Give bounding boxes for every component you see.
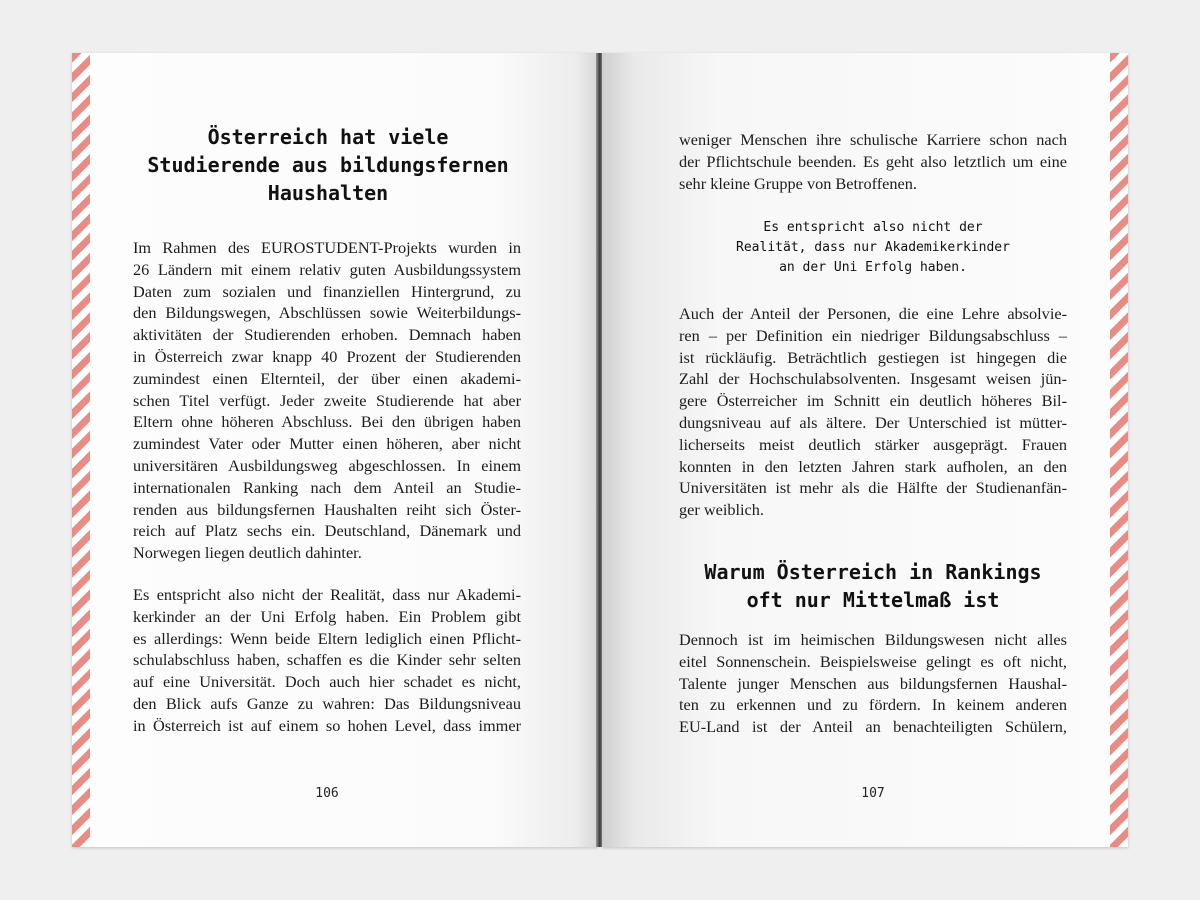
text-line: Universitäten ist mehr als die Hälfte der Studienanfän- xyxy=(679,478,1067,498)
text-line: schen Titel verfügt. Jeder zweite Studierende hat aber xyxy=(133,390,521,410)
text-line: in Österreich zwar knapp 40 Prozent der Studierenden xyxy=(133,346,521,366)
text-line: zumindest Vater oder Mutter einen höheren, aber nicht xyxy=(133,434,521,454)
text-line: konnten in den letzten Jahren stark aufholen, an den xyxy=(679,456,1067,476)
text-line: Norwegen liegen deutlich dahinter. xyxy=(133,543,362,563)
text-line: auf eine Universität. Doch auch hier schadet es nicht, xyxy=(133,672,521,692)
text-line: ist rückläufig. Beträchtlich gestiegen ist hingegen die xyxy=(679,347,1067,367)
text-line: kerkinder an der Uni Erfolg haben. Ein Problem gibt xyxy=(133,606,521,626)
text-line: in Österreich ist auf einem so hohen Level, dass immer xyxy=(133,715,521,735)
heading-line: Warum Österreich in Rankings xyxy=(704,560,1042,584)
text-line: 26 Ländern mit einem relativ guten Ausbildungssystem xyxy=(133,259,521,279)
text-line: licherseits meist deutlich stärker ausgeprägt. Frauen xyxy=(679,434,1067,454)
page-number: 106 xyxy=(315,786,339,801)
quote-line: Es entspricht also nicht der xyxy=(763,220,983,235)
text-line: renden aus bildungsfernen Haushalten reiht sich Öster- xyxy=(133,499,521,519)
right-page xyxy=(602,53,1128,847)
heading-line: Haushalten xyxy=(267,181,389,205)
right-page-stripe-border xyxy=(1110,53,1128,847)
text-line: den Bildungswegen, Abschlüssen sowie Weiterbildungs- xyxy=(133,303,521,323)
heading-line: Studierende aus bildungsfernen xyxy=(147,153,509,177)
text-line: eitel Sonnenschein. Beispielsweise gelingt es oft nicht, xyxy=(679,651,1067,671)
right-paragraph-2 xyxy=(679,303,1067,521)
text-line: zumindest einen Elternteil, der über einen akademi- xyxy=(133,368,521,388)
text-line: Es entspricht also nicht der Realität, dass nur Akademi- xyxy=(133,585,521,604)
text-line: Eltern ohne höheren Abschluss. Bei den übrigen haben xyxy=(133,412,521,432)
text-line: Zahl der Hochschulabsolventen. Insgesamt weisen jün- xyxy=(679,369,1067,389)
text-line: Auch der Anteil der Personen, die eine Lehre absolvie- xyxy=(679,304,1067,323)
text-line: internationalen Ranking nach dem Anteil an Studie- xyxy=(133,477,521,497)
left-paragraph-1 xyxy=(133,237,521,564)
text-line: es allerdings: Wenn beide Eltern lediglich einen Pflicht- xyxy=(133,628,521,648)
text-line: schulabschluss haben, schaffen es die Kinder sehr selten xyxy=(133,650,521,670)
text-line: sehr kleine Gruppe von Betroffenen. xyxy=(679,173,917,193)
text-line: aktivitäten der Studierenden erhoben. Demnach haben xyxy=(133,325,521,345)
text-line: Daten zum sozialen und finanziellen Hintergrund, zu xyxy=(133,281,521,301)
right-paragraph-1 xyxy=(679,129,1067,194)
quote-line: an der Uni Erfolg haben. xyxy=(779,260,967,275)
text-line: ren – per Definition ein niedriger Bildungsabschluss – xyxy=(679,325,1067,345)
text-line: den Blick aufs Ganze zu wahren: Das Bildungsniveau xyxy=(133,693,521,713)
text-line: Dennoch ist im heimischen Bildungswesen nicht alles xyxy=(679,630,1067,649)
left-paragraph-2 xyxy=(133,584,521,737)
text-line: ger weiblich. xyxy=(679,500,764,520)
text-line: Im Rahmen des EUROSTUDENT-Projekts wurden in xyxy=(133,238,521,257)
text-line: EU-Land ist der Anteil an benachteiligten Schülern, xyxy=(679,717,1067,737)
right-page-heading xyxy=(673,558,1073,614)
left-page-stripe-border xyxy=(72,53,90,847)
text-line: ten zu erkennen und zu fördern. In keinem anderen xyxy=(679,695,1067,715)
heading-line: oft nur Mittelmaß ist xyxy=(746,588,1000,612)
heading-line: Österreich hat viele xyxy=(207,125,449,149)
text-line: dungsniveau auf als ältere. Der Unterschied ist mütter- xyxy=(679,412,1067,432)
page-number: 107 xyxy=(861,786,885,801)
left-page-heading xyxy=(128,123,528,207)
left-page xyxy=(72,53,598,847)
text-line: reich auf Platz sechs ein. Deutschland, Dänemark und xyxy=(133,521,521,541)
text-line: Talente junger Menschen aus bildungsfernen Haushal- xyxy=(679,673,1067,693)
text-line: universitären Ausbildungsweg abgeschlossen. In einem xyxy=(133,455,521,475)
text-line: der Pflichtschule beenden. Es geht also letztlich um eine xyxy=(679,151,1067,171)
quote-line: Realität, dass nur Akademikerkinder xyxy=(736,240,1010,255)
right-paragraph-3 xyxy=(679,629,1067,738)
text-line: gere Österreicher im Schnitt ein deutlich höheres Bil- xyxy=(679,391,1067,411)
text-line: weniger Menschen ihre schulische Karriere schon nach xyxy=(679,130,1067,149)
pull-quote xyxy=(673,218,1073,278)
